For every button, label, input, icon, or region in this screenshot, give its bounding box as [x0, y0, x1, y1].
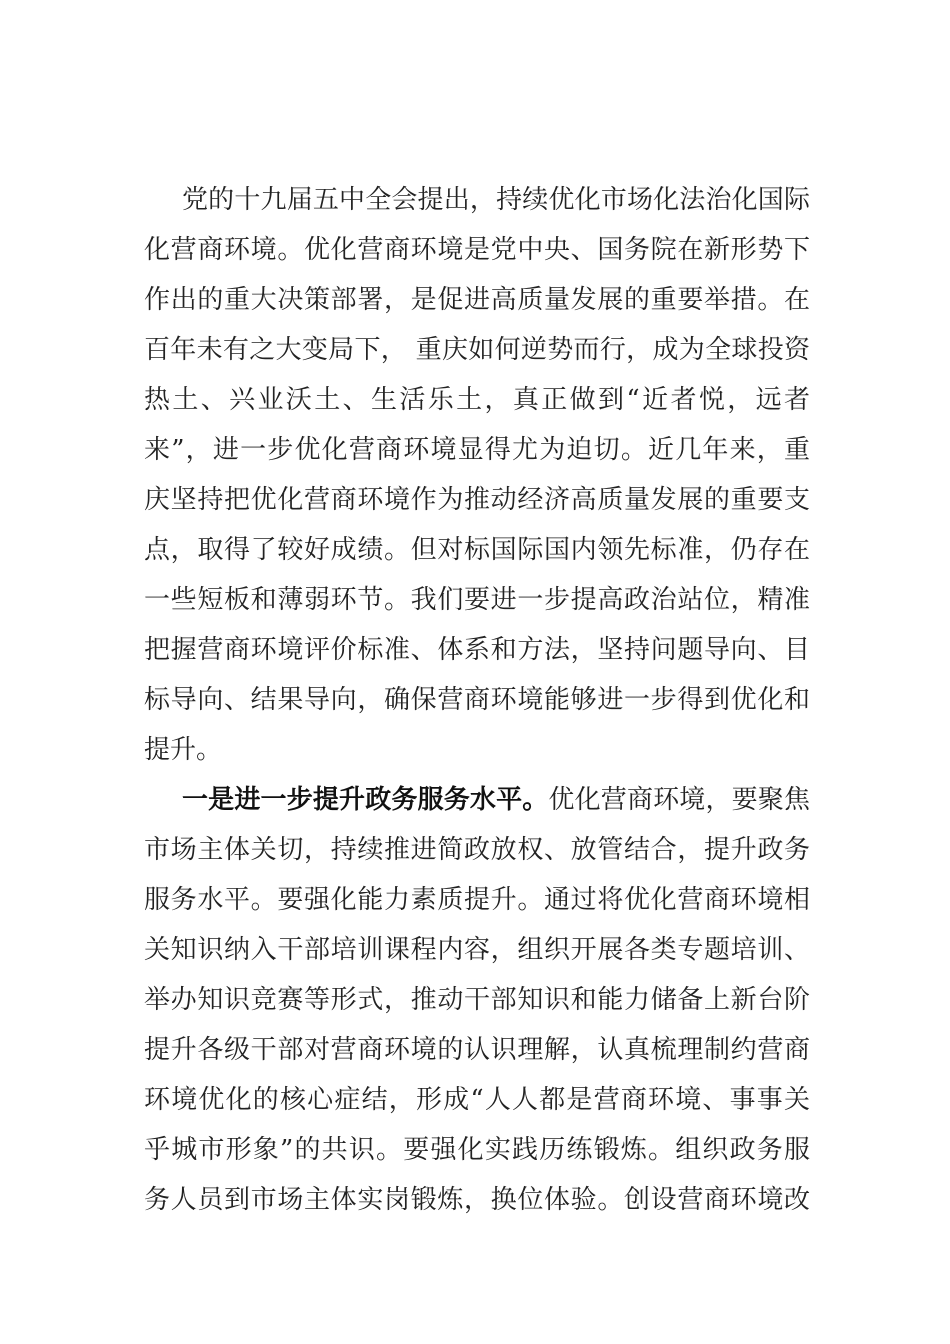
paragraph-line: 一些短板和薄弱环节。我们要进一步提高政治站位，精准: [144, 585, 810, 615]
paragraph-line: 乎城市形象”的共识。要强化实践历练锻炼。组织政务服: [144, 1135, 810, 1165]
paragraph-line: 点，取得了较好成绩。但对标国际国内领先标准，仍存在: [144, 535, 810, 565]
paragraph-line: 环境优化的核心症结，形成“人人都是营商环境、事事关: [144, 1085, 810, 1115]
paragraph-line: 市场主体关切，持续推进简政放权、放管结合，提升政务: [144, 835, 810, 865]
paragraph-line: 举办知识竞赛等形式，推动干部知识和能力储备上新台阶: [144, 985, 810, 1015]
paragraph-line: 庆坚持把优化营商环境作为推动经济高质量发展的重要支: [144, 485, 810, 515]
paragraph-line: 标导向、结果导向，确保营商环境能够进一步得到优化和: [144, 685, 810, 715]
paragraph-line: 把握营商环境评价标准、体系和方法，坚持问题导向、目: [144, 635, 810, 665]
paragraph-first-line: [144, 775, 810, 825]
paragraph-1: [144, 175, 810, 775]
paragraph-line: 关知识纳入干部培训课程内容，组织开展各类专题培训、: [144, 935, 810, 965]
section-lead-heading: 一是进一步提升政务服务水平。: [182, 785, 549, 815]
paragraph-2: [144, 775, 810, 1225]
paragraph-line-rest: 优化营商环境，要聚焦: [548, 785, 810, 815]
paragraph-line: 务人员到市场主体实岗锻炼，换位体验。创设营商环境改: [144, 1185, 810, 1215]
paragraph-line: 党的十九届五中全会提出，持续优化市场化法治化国际: [182, 185, 810, 215]
paragraph-line: 化营商环境。优化营商环境是党中央、国务院在新形势下: [144, 235, 810, 265]
paragraph-line: 提升。: [144, 735, 223, 765]
paragraph-line: 提升各级干部对营商环境的认识理解，认真梳理制约营商: [144, 1035, 810, 1065]
paragraph-line: 热土、兴业沃土、生活乐土，真正做到“近者悦，远者: [144, 385, 810, 415]
paragraph-line: 百年未有之大变局下， 重庆如何逆势而行，成为全球投资: [144, 335, 810, 365]
paragraph-line: 服务水平。要强化能力素质提升。通过将优化营商环境相: [144, 885, 810, 915]
paragraph-line: 作出的重大决策部署，是促进高质量发展的重要举措。在: [144, 285, 810, 315]
paragraph-line: 来”，进一步优化营商环境显得尤为迫切。近几年来，重: [144, 435, 810, 465]
body-text: [144, 175, 810, 1225]
